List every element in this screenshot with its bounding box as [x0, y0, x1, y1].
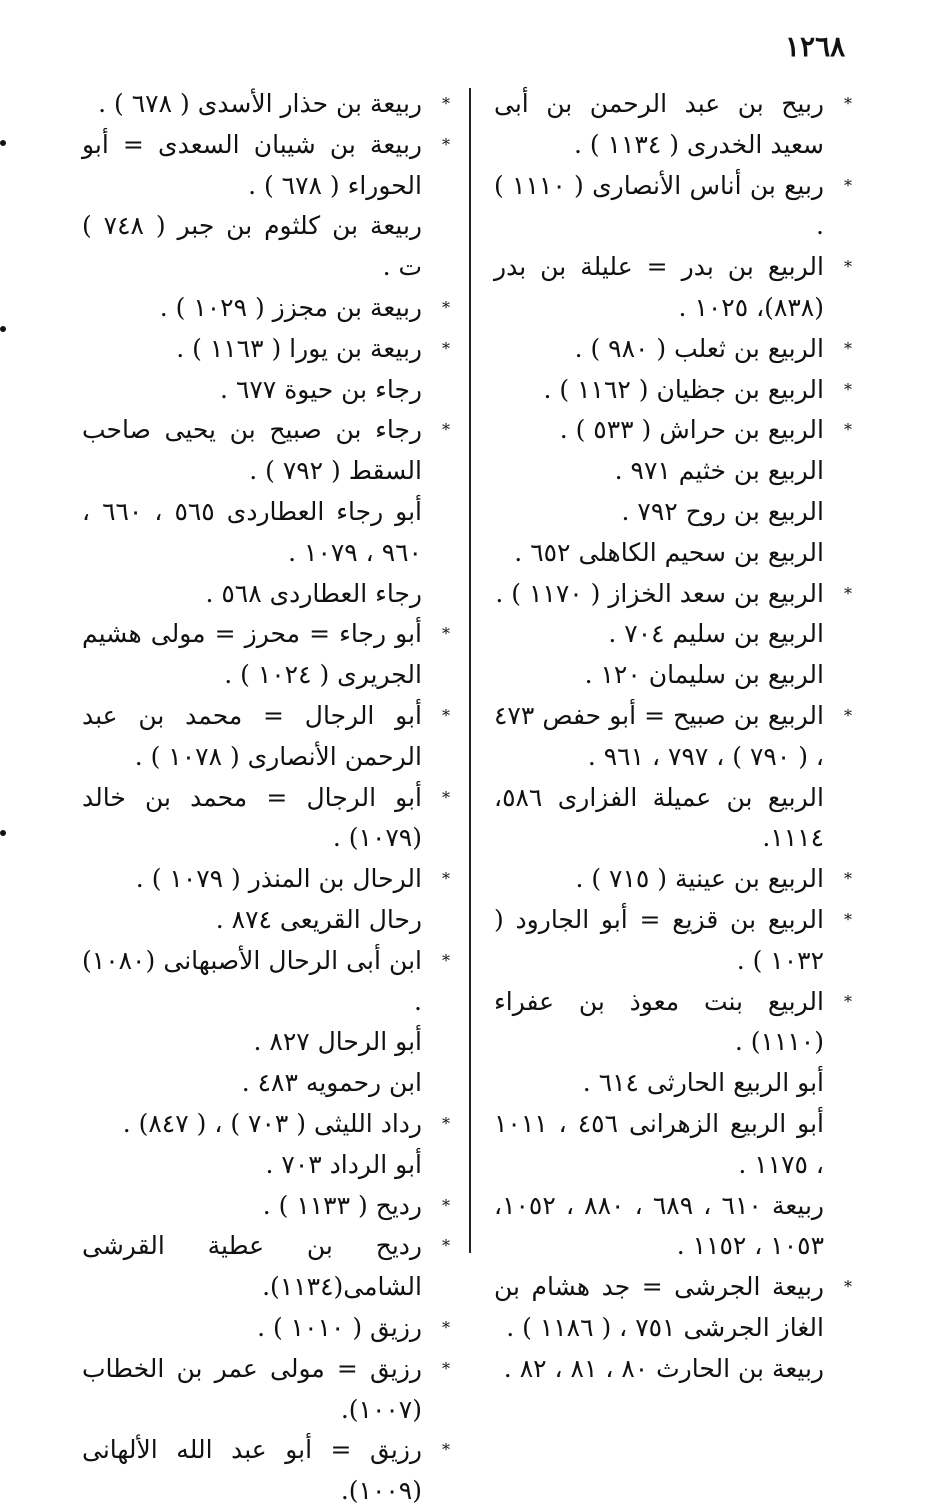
index-entry: [494, 247, 854, 329]
scan-edge-mark: [0, 830, 6, 836]
index-entry: [82, 410, 452, 492]
asterisk-marker: *: [442, 1195, 450, 1215]
index-entry-text: ابن أبى الرحال الأصبهانى (١٠٨٠) .: [82, 945, 422, 1016]
index-entry: [82, 84, 452, 125]
index-entry: [494, 696, 854, 778]
index-entry-text: ربيعة بن مجزز ( ١٠٢٩ ) .: [159, 292, 422, 322]
scan-edge-mark: [0, 140, 6, 146]
column-divider: [469, 88, 471, 1253]
index-entry: [82, 1063, 452, 1104]
index-entry-text: رداد الليثى ( ٧٠٣ ) ، ( ٨٤٧) .: [122, 1108, 422, 1138]
index-entry: [82, 492, 452, 574]
asterisk-marker: *: [844, 257, 852, 277]
index-entry-text: الربيع بن بدر = عليلة بن بدر (٨٣٨)، ١٠٢٥ .: [494, 252, 824, 322]
index-entry-text: رحال القريعى ٨٧٤ .: [215, 904, 422, 934]
index-entry-text: ربيعة الجرشى = جد هشام بن الغاز الجرشى ٧٥١ ، ( ١١٨٦ ) .: [494, 1272, 824, 1342]
asterisk-marker: *: [844, 420, 852, 440]
page-number: ١٢٦٨: [785, 30, 846, 63]
index-entry: [494, 574, 854, 615]
index-entry: [82, 1349, 452, 1431]
asterisk-marker: *: [844, 869, 852, 889]
index-entry-text: الربيع بن قزيع = أبو الجارود ( ١٠٣٢ ) .: [494, 904, 824, 975]
index-entry: [82, 941, 452, 1023]
index-entry-text: الربيع بن جظيان ( ١١٦٢ ) .: [543, 374, 824, 404]
index-entry-text: الربيع بن خثيم ٩٧١ .: [614, 456, 824, 486]
asterisk-marker: *: [844, 338, 852, 358]
index-entry-text: أبو الرحال ٨٢٧ .: [253, 1027, 422, 1057]
asterisk-marker: *: [442, 297, 450, 317]
asterisk-marker: *: [442, 1113, 450, 1133]
index-entry-text: الرحال بن المنذر ( ١٠٧٩ ) .: [135, 864, 422, 894]
asterisk-marker: *: [844, 991, 852, 1011]
scan-edge-mark: [0, 326, 6, 332]
asterisk-marker: *: [442, 787, 450, 807]
index-entry: [494, 900, 854, 982]
asterisk-marker: *: [442, 1358, 450, 1378]
index-entry: [82, 370, 452, 411]
index-entry-text: رزيق = أبو عبد الله الألهانى (١٠٠٩).: [82, 1435, 422, 1506]
index-entry: [82, 1226, 452, 1308]
index-entry-text: ربيعة بن شيبان السعدى = أبو الحوراء ( ٦٧٨ ) .: [82, 129, 422, 200]
index-entry-text: ربيعة بن الحارث ٨٠ ، ٨١ ، ٨٢ .: [503, 1353, 824, 1383]
index-entry: [82, 778, 452, 860]
index-entry: [494, 492, 854, 533]
asterisk-marker: *: [844, 379, 852, 399]
index-entry: [494, 1104, 854, 1186]
index-entry: [82, 206, 452, 288]
index-entry: [494, 1349, 854, 1390]
index-entry: [494, 84, 854, 166]
index-entry-text: رديح بن عطية القرشى الشامى(١١٣٤).: [82, 1231, 422, 1302]
index-entry-text: ربيعة بن يورا ( ١١٦٣ ) .: [176, 333, 422, 363]
index-entry-text: أبو الرجال = محمد بن عبد الرحمن الأنصارى ( ١٠٧٨ ) .: [82, 700, 422, 771]
index-entry: [82, 900, 452, 941]
index-entry: [82, 125, 452, 207]
index-entry-text: رزيق = مولى عمر بن الخطاب (١٠٠٧).: [82, 1353, 422, 1424]
index-entry: [82, 696, 452, 778]
index-entry-text: ابن رحمويه ٤٨٣ .: [241, 1068, 422, 1098]
index-entry: [494, 410, 854, 451]
index-column-left: [82, 84, 452, 1512]
index-entry: [82, 1145, 452, 1186]
index-entry: [494, 982, 854, 1064]
index-entry-text: رجاء بن صبيح بن يحيى صاحب السقط ( ٧٩٢ ) .: [82, 415, 422, 486]
index-entry-text: الربيع بن عميلة الفزارى ٥٨٦، ١١١٤.: [494, 782, 824, 853]
index-entry: [494, 778, 854, 860]
index-entry-text: الربيع بن سليم ٧٠٤ .: [608, 619, 824, 649]
index-entry: [82, 859, 452, 900]
index-entry-text: رديح ( ١١٣٣ ) .: [262, 1190, 422, 1220]
index-entry: [494, 614, 854, 655]
index-entry-text: ربيعة بن حذار الأسدى ( ٦٧٨ ) .: [98, 89, 422, 118]
index-entry-text: الربيع بن سعد الخزاز ( ١١٧٠ ) .: [495, 578, 824, 608]
index-entry: [82, 1022, 452, 1063]
asterisk-marker: *: [844, 909, 852, 929]
index-entry: [494, 1267, 854, 1349]
index-entry-text: رجاء بن حيوة ٦٧٧ .: [220, 374, 422, 404]
index-entry: [494, 1063, 854, 1104]
index-entry: [494, 533, 854, 574]
index-entry-text: الربيع بن سحيم الكاهلى ٦٥٢ .: [514, 537, 824, 567]
index-entry-text: الربيع بنت معوذ بن عفراء (١١١٠) .: [494, 986, 824, 1057]
index-entry: [494, 655, 854, 696]
index-entry-text: رزيق ( ١٠١٠ ) .: [257, 1312, 422, 1342]
asterisk-marker: *: [844, 94, 852, 113]
asterisk-marker: *: [844, 175, 852, 195]
asterisk-marker: *: [442, 950, 450, 970]
index-entry: [82, 614, 452, 696]
index-entry-text: الربيع بن ثعلب ( ٩٨٠ ) .: [574, 333, 824, 363]
index-entry: [494, 451, 854, 492]
index-entry: [82, 329, 452, 370]
asterisk-marker: *: [442, 1236, 450, 1256]
asterisk-marker: *: [844, 1277, 852, 1297]
asterisk-marker: *: [442, 869, 450, 889]
index-entry-text: ربيح بن عبد الرحمن بن أبى سعيد الخدرى ( ١١٣٤ ) .: [494, 89, 824, 159]
index-entry: [494, 859, 854, 900]
asterisk-marker: *: [442, 1440, 450, 1460]
index-entry-text: أبو الرجال = محمد بن خالد (١٠٧٩) .: [82, 782, 422, 853]
index-entry-text: الربيع بن روح ٧٩٢ .: [621, 496, 824, 526]
index-entry: [82, 574, 452, 615]
index-entry: [494, 166, 854, 248]
index-entry-text: أبو الربيع الحارثى ٦١٤ .: [582, 1068, 824, 1098]
index-entry: [82, 1308, 452, 1349]
index-entry-text: أبو الربيع الزهرانى ٤٥٦ ، ١٠١١ ، ١١٧٥ .: [494, 1108, 824, 1179]
asterisk-marker: *: [844, 583, 852, 603]
index-entry: [494, 370, 854, 411]
index-entry: [82, 1430, 452, 1512]
asterisk-marker: *: [442, 94, 450, 113]
index-entry-text: الربيع بن حراش ( ٥٣٣ ) .: [559, 415, 824, 445]
asterisk-marker: *: [442, 420, 450, 440]
asterisk-marker: *: [442, 624, 450, 644]
index-entry-text: أبو الرداد ٧٠٣ .: [265, 1149, 422, 1179]
index-entry: [82, 1186, 452, 1227]
index-entry: [494, 329, 854, 370]
index-entry: [494, 1186, 854, 1268]
index-entry: [82, 288, 452, 329]
index-entry-text: الربيع بن سليمان ١٢٠ .: [584, 660, 824, 690]
index-entry-text: رجاء العطاردى ٥٦٨ .: [205, 578, 422, 608]
index-entry-text: الربيع بن صبيح = أبو حفص ٤٧٣ ، ( ٧٩٠ ) ، ٧٩٧ ، ٩٦١ .: [494, 700, 824, 771]
index-entry: [82, 1104, 452, 1145]
index-entry-text: ربيعة ٦١٠ ، ٦٨٩ ، ٨٨٠ ، ١٠٥٢، ١٠٥٣ ، ١١٥٢ .: [494, 1190, 824, 1261]
asterisk-marker: *: [442, 134, 450, 154]
asterisk-marker: *: [442, 705, 450, 725]
index-entry-text: أبو رجاء = محرز = مولى هشيم الجريرى ( ١٠٢٤ ) .: [82, 619, 422, 690]
asterisk-marker: *: [442, 338, 450, 358]
asterisk-marker: *: [844, 705, 852, 725]
index-entry-text: ربيعة بن كلثوم بن جبر ( ٧٤٨ ) ت .: [82, 211, 423, 282]
index-entry-text: الربيع بن عينية ( ٧١٥ ) .: [575, 864, 824, 894]
index-entry-text: ربيع بن أناس الأنصارى ( ١١١٠ ) .: [494, 170, 824, 241]
asterisk-marker: *: [442, 1317, 450, 1337]
index-column-right: [494, 84, 854, 1390]
index-entry-text: أبو رجاء العطاردى ٥٦٥ ، ٦٦٠ ، ٩٦٠ ، ١٠٧٩ .: [82, 496, 422, 567]
